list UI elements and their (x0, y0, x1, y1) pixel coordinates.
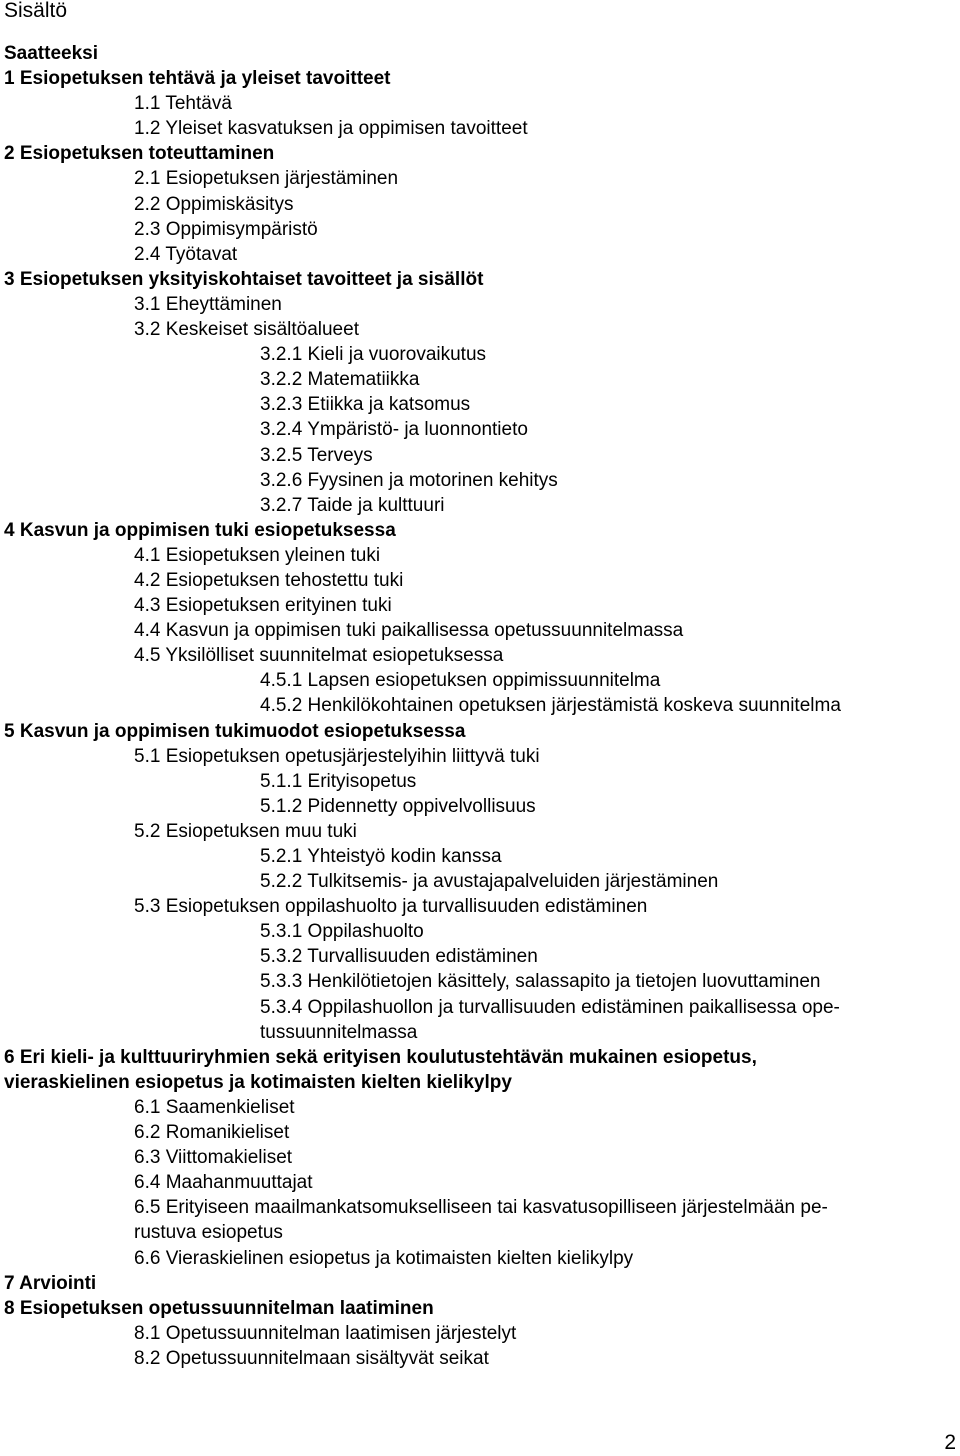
toc-subsection: 3.2.5 Terveys (260, 444, 373, 466)
toc-chapter: 8 Esiopetuksen opetussuunnitelman laatiminen (4, 1297, 434, 1319)
toc-section: 6.2 Romanikieliset (134, 1122, 290, 1144)
toc-section: 3.2 Keskeiset sisältöalueet (134, 319, 359, 341)
toc-subsection: 5.2.1 Yhteistyö kodin kanssa (260, 846, 502, 867)
toc-subsection: 3.2.7 Taide ja kulttuuri (260, 494, 445, 516)
toc-section: 4.5 Yksilölliset suunnitelmat esiopetuksessa (134, 645, 504, 667)
toc-section: 3.1 Eheyttäminen (134, 293, 282, 315)
toc-subsection: 4.5.1 Lapsen esiopetuksen oppimissuunnitelma (260, 670, 661, 692)
toc-subsection: 4.5.2 Henkilökohtainen opetuksen järjestämistä koskeva suunnitelma (260, 695, 841, 717)
toc-section: 4.1 Esiopetuksen yleinen tuki (134, 544, 381, 566)
toc-section: 2.2 Oppimiskäsitys (134, 193, 294, 215)
page-number: 2 (944, 1431, 956, 1454)
toc-chapter: Saatteeksi (4, 43, 99, 64)
toc-chapter: 7 Arviointi (4, 1272, 97, 1294)
toc-section: 8.2 Opetussuunnitelmaan sisältyvät seikat (134, 1347, 489, 1369)
toc-section: 4.2 Esiopetuksen tehostettu tuki (134, 569, 404, 591)
toc-section: 5.3 Esiopetuksen oppilashuolto ja turvallisuuden edistäminen (134, 896, 648, 918)
toc-section: 6.4 Maahanmuuttajat (134, 1172, 313, 1194)
toc-chapter: 3 Esiopetuksen yksityiskohtaiset tavoitteet ja sisällöt (4, 268, 484, 290)
toc-chapter: 6 Eri kieli- ja kulttuuriryhmien sekä erityisen koulutustehtävän mukainen esiopetus, (4, 1046, 757, 1068)
toc-section: 5.1 Esiopetuksen opetusjärjestelyihin liittyvä tuki (134, 745, 540, 767)
toc-subsection: 3.2.4 Ympäristö- ja luonnontieto (260, 419, 528, 441)
toc-subsection: 5.2.2 Tulkitsemis- ja avustajapalveluiden järjestäminen (260, 871, 719, 893)
toc-subsection: 5.1.2 Pidennetty oppivelvollisuus (260, 795, 536, 817)
toc-subsection: 5.3.2 Turvallisuuden edistäminen (260, 946, 538, 968)
toc-subsection: 5.3.3 Henkilötietojen käsittely, salassapito ja tietojen luovuttaminen (260, 971, 821, 993)
toc-section: 4.3 Esiopetuksen erityinen tuki (134, 595, 392, 617)
page-title: Sisältö (4, 0, 68, 22)
toc-section: 1.1 Tehtävä (134, 93, 232, 115)
toc-chapter: 5 Kasvun ja oppimisen tukimuodot esiopetuksessa (4, 720, 466, 742)
toc-chapter: 1 Esiopetuksen tehtävä ja yleiset tavoitteet (4, 68, 391, 90)
toc-section: 2.1 Esiopetuksen järjestäminen (134, 168, 399, 190)
toc-subsection: 3.2.3 Etiikka ja katsomus (260, 394, 471, 416)
toc-section: 2.3 Oppimisympäristö (134, 218, 318, 240)
toc-section: 6.5 Erityiseen maailmankatsomukselliseen tai kasvatusopilliseen järjestelmään pe- (134, 1197, 828, 1219)
toc-chapter: 4 Kasvun ja oppimisen tuki esiopetuksessa (4, 519, 396, 541)
toc-section: 6.3 Viittomakieliset (134, 1147, 293, 1169)
toc-section: 1.2 Yleiset kasvatuksen ja oppimisen tavoitteet (134, 118, 528, 140)
toc-subsection: 5.3.4 Oppilashuollon ja turvallisuuden edistäminen paikallisessa ope- (260, 996, 840, 1018)
toc-subsection: tussuunnitelmassa (260, 1021, 418, 1043)
toc-subsection: 3.2.6 Fyysinen ja motorinen kehitys (260, 469, 558, 491)
toc-subsection: 3.2.1 Kieli ja vuorovaikutus (260, 344, 487, 366)
table-of-contents (4, 41, 954, 1371)
toc-section: rustuva esiopetus (134, 1222, 283, 1244)
toc-section: 5.2 Esiopetuksen muu tuki (134, 820, 357, 842)
toc-subsection: 3.2.2 Matematiikka (260, 369, 420, 391)
toc-section: 6.6 Vieraskielinen esiopetus ja kotimaisten kielten kielikylpy (134, 1247, 634, 1269)
toc-subsection: 5.1.1 Erityisopetus (260, 770, 417, 792)
toc-section: 4.4 Kasvun ja oppimisen tuki paikallisessa opetussuunnitelmassa (134, 620, 684, 642)
toc-section: 6.1 Saamenkieliset (134, 1096, 295, 1118)
toc-section: 2.4 Työtavat (134, 243, 238, 265)
toc-section: 8.1 Opetussuunnitelman laatimisen järjestelyt (134, 1322, 517, 1344)
toc-subsection: 5.3.1 Oppilashuolto (260, 921, 424, 943)
toc-chapter: vieraskielinen esiopetus ja kotimaisten kielten kielikylpy (4, 1071, 512, 1093)
toc-chapter: 2 Esiopetuksen toteuttaminen (4, 143, 275, 165)
